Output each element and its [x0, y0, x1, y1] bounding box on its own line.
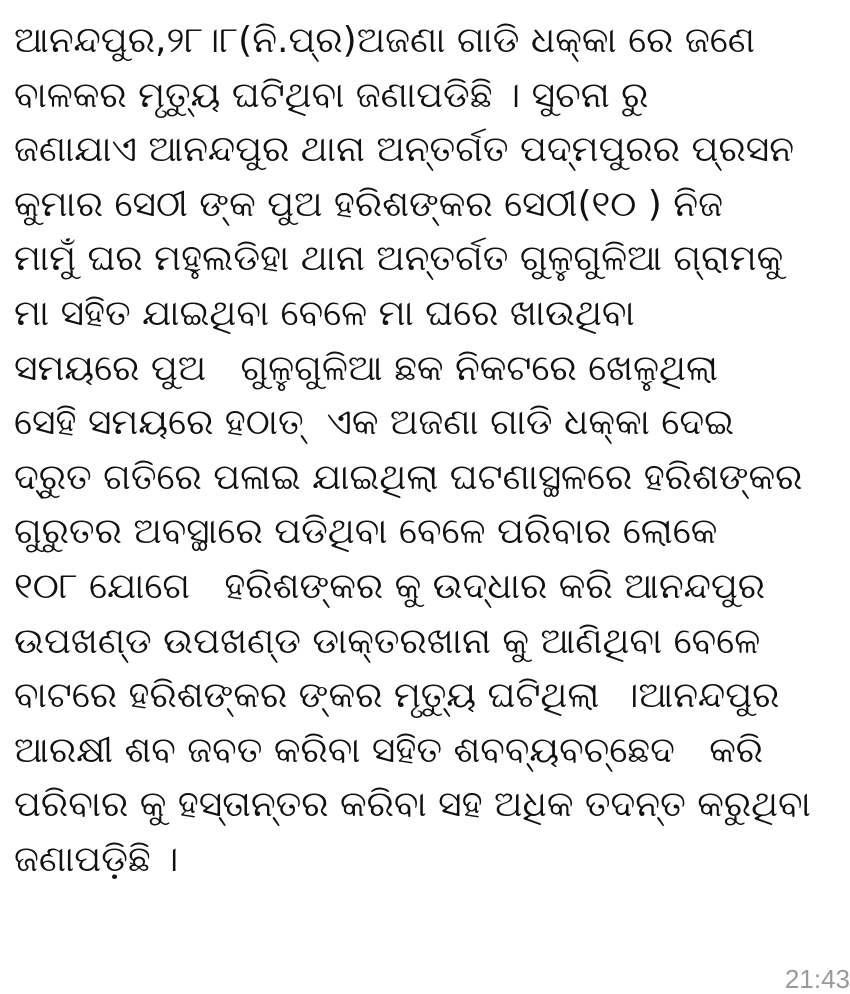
message-line: ୧୦୮ ଯୋଗେ ହରିଶଙ୍କର କୁ ଉଦ୍ଧାର କରି ଆନନ୍ଦପୁର [14, 565, 766, 607]
message-line: ବାଳକର ମୃତ୍ୟୁ ଘଟିଥିବା ଜଣାପଡିଛି । ସୁଚନା ରୁ [14, 74, 649, 116]
message-line: ଜଣାଯାଏ ଆନନ୍ଦପୁର ଥାନା ଅନ୍ତର୍ଗତ ପଦ୍ମପୁରର ପ୍ରସନ [14, 129, 795, 171]
message-line: ଜଣାପଡ଼ିଛି । [14, 838, 179, 880]
message-line: ସେହି ସମୟରେ ହଠାତ୍ ଏକ ଅଜଣା ଗାଡି ଧକ୍କା ଦେଇ [14, 402, 735, 444]
message-line: ଆରକ୍ଷୀ ଶବ ଜବତ କରିବା ସହିତ ଶବବ୍ୟବଚ୍ଛେଦ କରି [14, 729, 764, 771]
message-line: ପରିବାର କୁ ହସ୍ତାନ୍ତର କରିବା ସହ ଅଧିକ ତଦନ୍ତ କରୁଥିବା [14, 784, 811, 826]
message-timestamp: 21:43 [784, 964, 850, 994]
message-line: ଉପଖଣ୍ଡ ଉପଖଣ୍ଡ ଡାକ୍ତରଖାନା କୁ ଆଣିଥିବା ବେଳେ [14, 620, 761, 662]
message-line: କୁମାର ସେଠୀ ଙ୍କ ପୁଅ ହରିଶଙ୍କର ସେଠୀ(୧୦ ) ନିଜ [14, 183, 723, 225]
message-line: ମାମୁଁ ଘର ମହୁଲଡିହା ଥାନା ଅନ୍ତର୍ଗତ ଗୁଳୁଗୁଳିଆ ଗ୍ରାମକୁ [14, 238, 784, 280]
message-line: ଦ୍ରୁତ ଗତିରେ ପଳାଇ ଯାଇଥିଲା ଘଟଣାସ୍ଥଳରେ ହରିଶଙ୍କର [14, 456, 803, 498]
message-line: ବାଟରେ ହରିଶଙ୍କର ଙ୍କର ମୃତ୍ୟୁ ଘଟିଥିଲା ।ଆନନ୍ଦପୁର [14, 675, 780, 717]
message-line: ସମୟରେ ପୁଅ ଗୁଳୁଗୁଳିଆ ଛକ ନିକଟରେ ଖେଳୁଥିଲା [14, 347, 718, 389]
message-line: ମା ସହିତ ଯାଇଥିବା ବେଳେ ମା ଘରେ ଖାଉଥିବା [14, 292, 635, 334]
message-line: ଆନନ୍ଦପୁର,୨୮।୮(ନି.ପ୍ର)ଅଜଣା ଗାଡି ଧକ୍କା ରେ ଜଣେ [14, 20, 755, 61]
message-text [14, 0, 844, 888]
message-line: ଗୁରୁତର ଅବସ୍ଥାରେ ପଡିଥିବା ବେଳେ ପରିବାର ଲୋକେ [14, 511, 718, 553]
